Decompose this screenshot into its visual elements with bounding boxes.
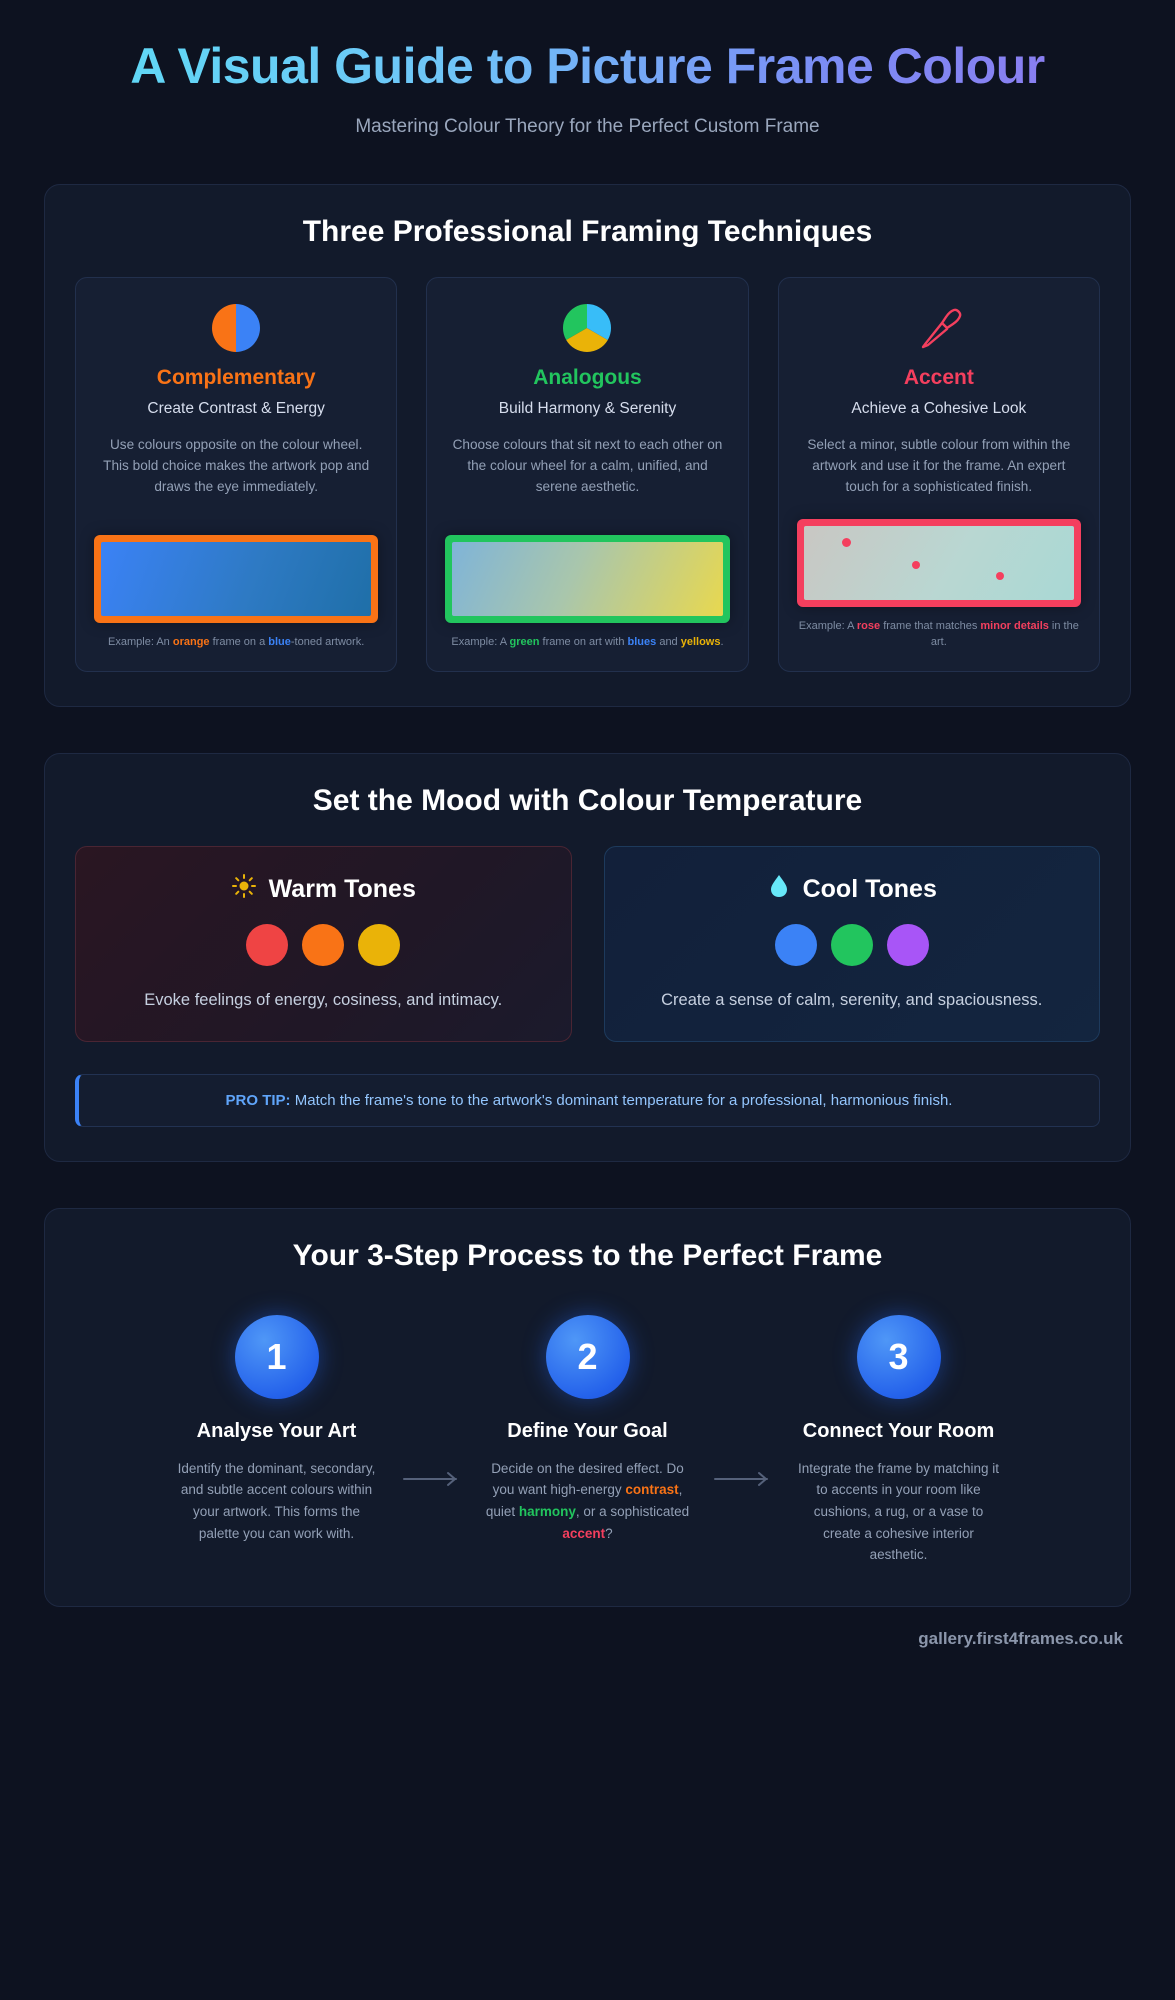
accent-dot xyxy=(912,561,920,569)
technique-card-analogous xyxy=(426,277,748,672)
step-description: Decide on the desired effect. Do you want high-energy contrast, quiet harmony, or a sophisticated accent? xyxy=(485,1460,690,1541)
technique-tagline: Achieve a Cohesive Look xyxy=(851,400,1027,417)
color-swatch xyxy=(831,924,873,966)
pro-tip-label: PRO TIP: xyxy=(225,1091,291,1109)
techniques-title: Three Professional Framing Techniques xyxy=(302,215,873,248)
color-swatch xyxy=(302,924,344,966)
sun-icon xyxy=(231,873,257,906)
paintbrush-icon xyxy=(797,300,1081,356)
technique-name: Complementary xyxy=(156,366,316,389)
step-title: Define Your Goal xyxy=(507,1419,668,1442)
cool-swatches xyxy=(629,924,1076,966)
water-drop-icon xyxy=(767,873,791,906)
arrow-right-icon xyxy=(705,1315,781,1488)
technique-swatch-wrap xyxy=(797,497,1081,651)
color-swatch xyxy=(775,924,817,966)
technique-name: Accent xyxy=(903,366,974,389)
warm-tones-label: Warm Tones xyxy=(268,875,416,904)
temperature-panel xyxy=(44,753,1131,1162)
technique-card-accent xyxy=(778,277,1100,672)
page-title: A Visual Guide to Picture Frame Colour xyxy=(104,38,1071,94)
pro-tip-callout xyxy=(75,1074,1100,1127)
process-step-1 xyxy=(159,1315,394,1544)
technique-tagline: Create Contrast & Energy xyxy=(147,400,325,417)
step-number-badge: 3 xyxy=(857,1315,941,1399)
warm-tones-header xyxy=(100,873,547,906)
hero-section xyxy=(44,30,1131,138)
step-number-badge: 1 xyxy=(235,1315,319,1399)
page-subtitle: Mastering Colour Theory for the Perfect Custom Frame xyxy=(355,116,820,137)
technique-card-complementary xyxy=(75,277,397,672)
cool-tones-label: Cool Tones xyxy=(802,875,937,904)
process-step-2 xyxy=(470,1315,705,1544)
technique-swatch-wrap xyxy=(94,513,378,651)
technique-example: Example: An orange frame on a blue-toned artwork. xyxy=(108,636,365,649)
color-swatch xyxy=(246,924,288,966)
technique-description: Use colours opposite on the colour wheel. This bold choice makes the artwork pop and draws the eye immediately. xyxy=(103,437,370,495)
warm-tones-description: Evoke feelings of energy, cosiness, and intimacy. xyxy=(144,991,503,1010)
accent-dot xyxy=(996,572,1004,580)
temperature-grid xyxy=(75,846,1100,1042)
cool-tones-header xyxy=(629,873,1076,906)
complementary-circle-icon xyxy=(94,300,378,356)
techniques-grid xyxy=(75,277,1100,672)
cool-tones-description: Create a sense of calm, serenity, and spaciousness. xyxy=(661,991,1043,1010)
footer-site-label: gallery.first4frames.co.uk xyxy=(918,1628,1123,1648)
technique-example: Example: A rose frame that matches minor details in the art. xyxy=(798,620,1079,649)
frame-swatch-complementary xyxy=(94,535,378,623)
technique-name: Analogous xyxy=(533,366,642,389)
pro-tip-text: Match the frame's tone to the artwork's dominant temperature for a professional, harmonious finish. xyxy=(294,1091,953,1109)
step-title: Connect Your Room xyxy=(802,1419,995,1442)
process-step-3 xyxy=(781,1315,1016,1566)
technique-description: Choose colours that sit next to each other on the colour wheel for a calm, unified, and serene aesthetic. xyxy=(452,437,723,495)
frame-swatch-accent xyxy=(797,519,1081,607)
analogous-circle-icon xyxy=(445,300,729,356)
accent-dot xyxy=(842,538,851,547)
warm-swatches xyxy=(100,924,547,966)
temperature-title: Set the Mood with Colour Temperature xyxy=(312,784,863,818)
technique-description: Select a minor, subtle colour from within the artwork and use it for the frame. An expert touch for a sophisticated finish. xyxy=(807,437,1071,495)
technique-swatch-wrap xyxy=(445,513,729,651)
technique-tagline: Build Harmony & Serenity xyxy=(498,400,677,417)
color-swatch xyxy=(887,924,929,966)
process-steps xyxy=(75,1301,1100,1572)
cool-tones-card xyxy=(604,846,1101,1042)
step-number-badge: 2 xyxy=(546,1315,630,1399)
color-swatch xyxy=(358,924,400,966)
techniques-panel xyxy=(44,184,1131,707)
step-description: Integrate the frame by matching it to accents in your room like cushions, a rug, or a vase to create a cohesive interior aesthetic. xyxy=(797,1460,1000,1563)
warm-tones-card xyxy=(75,846,572,1042)
frame-swatch-analogous xyxy=(445,535,729,623)
arrow-right-icon xyxy=(394,1315,470,1488)
step-description: Identify the dominant, secondary, and subtle accent colours within your artwork. This forms the palette you can work with. xyxy=(177,1460,376,1541)
process-panel xyxy=(44,1208,1131,1607)
technique-example: Example: A green frame on art with blues and yellows. xyxy=(451,636,724,649)
process-title: Your 3-Step Process to the Perfect Frame xyxy=(292,1238,883,1272)
step-title: Analyse Your Art xyxy=(196,1419,357,1442)
